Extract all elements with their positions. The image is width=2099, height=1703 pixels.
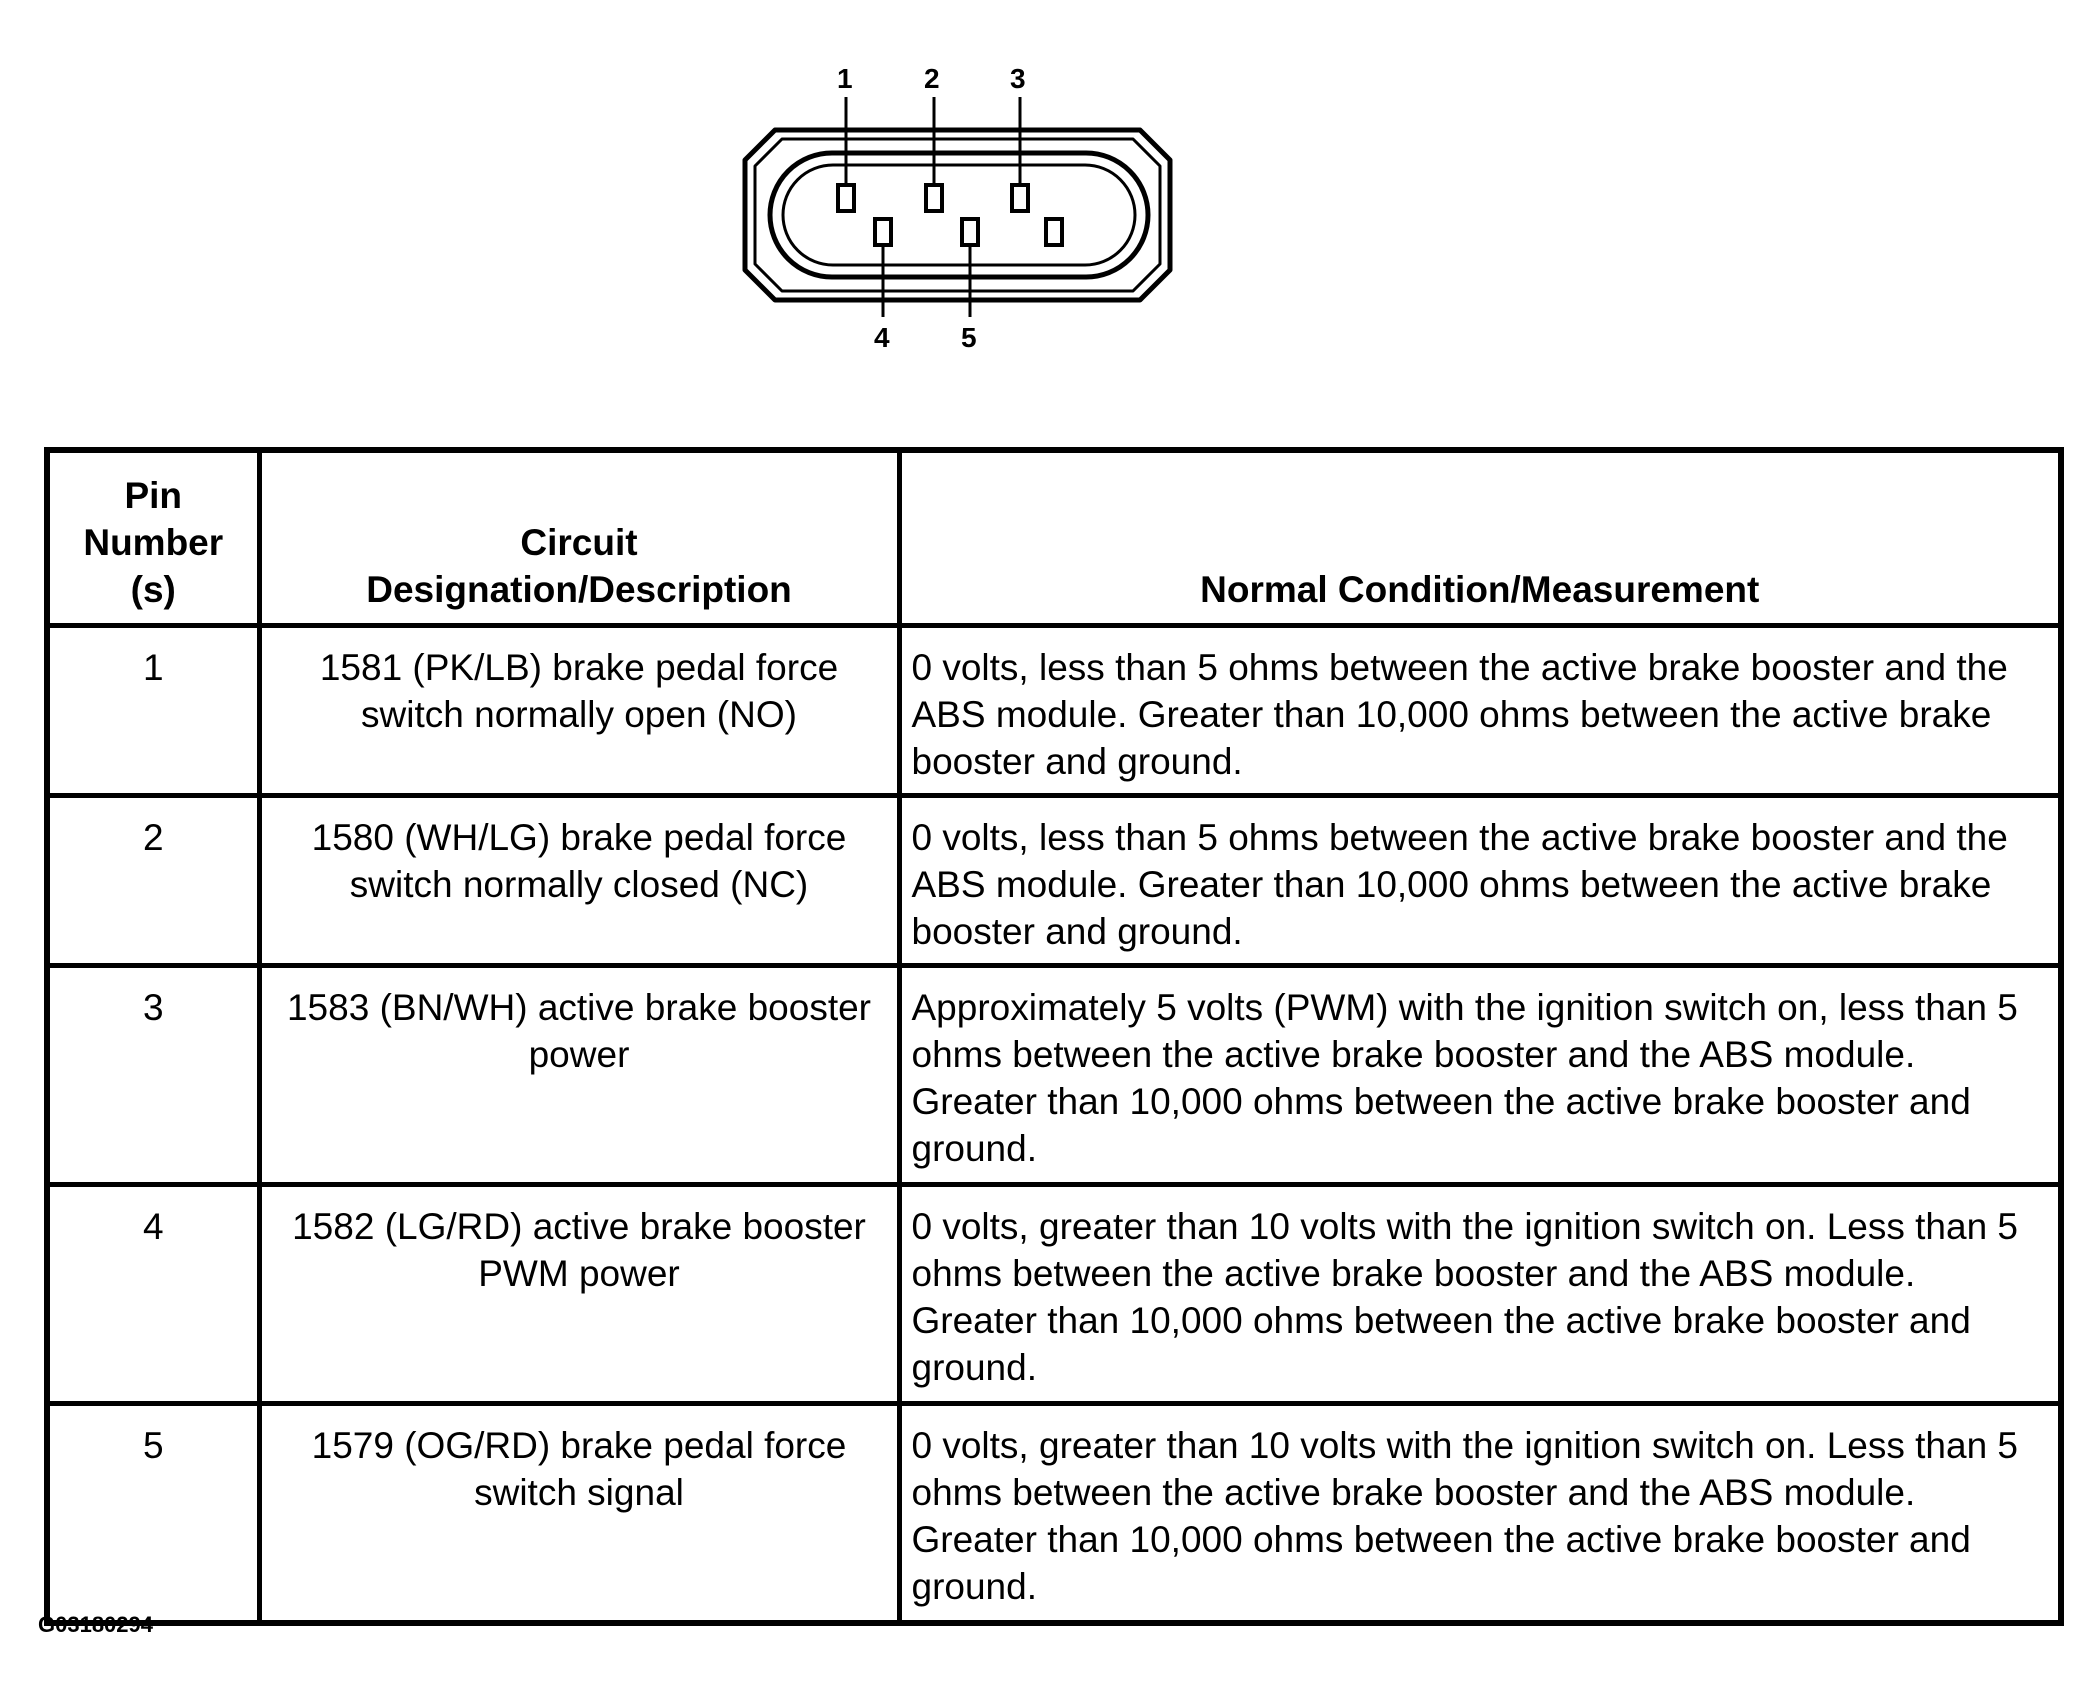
figure-id: G03180294 xyxy=(38,1612,153,1637)
terminal-3 xyxy=(1012,185,1028,211)
header-pin-line: Number xyxy=(83,522,224,563)
circuit-description-cell: 1583 (BN/WH) active brake booster power xyxy=(259,966,899,1185)
pin-table xyxy=(44,447,2064,1626)
header-pin-number xyxy=(47,450,259,626)
connector-socket-outer xyxy=(770,153,1148,277)
pin-number-cell: 5 xyxy=(47,1404,259,1624)
table-row xyxy=(47,1185,2061,1404)
header-circuit-line: Designation/Description xyxy=(366,569,792,610)
header-circuit xyxy=(259,450,899,626)
connector-housing-inner xyxy=(755,139,1160,291)
table-row xyxy=(47,966,2061,1185)
header-circuit-line: Circuit xyxy=(520,522,638,563)
pin-number-cell: 2 xyxy=(47,796,259,966)
pin-number-cell: 3 xyxy=(47,966,259,1185)
terminal-1 xyxy=(838,185,854,211)
measurement-cell: 0 volts, less than 5 ohms between the active brake booster and the ABS module. Greater than 10,000 ohms between the active brake booster and ground. xyxy=(899,796,2061,966)
measurement-cell: 0 volts, greater than 10 volts with the ignition switch on. Less than 5 ohms between the active brake booster and the ABS module. Greater than 10,000 ohms between the active brake booster and ground. xyxy=(899,1185,2061,1404)
pin-label-3: 3 xyxy=(1010,63,1026,94)
table-row xyxy=(47,1404,2061,1624)
circuit-description-cell: 1580 (WH/LG) brake pedal force switch normally closed (NC) xyxy=(259,796,899,966)
pin-number-cell: 1 xyxy=(47,626,259,796)
header-pin-line: Pin xyxy=(124,475,183,516)
measurement-cell: 0 volts, less than 5 ohms between the active brake booster and the ABS module. Greater than 10,000 ohms between the active brake booster and ground. xyxy=(899,626,2061,796)
header-measurement: Normal Condition/Measurement xyxy=(899,450,2061,626)
pin-label-2: 2 xyxy=(924,63,940,94)
circuit-description-cell: 1582 (LG/RD) active brake booster PWM power xyxy=(259,1185,899,1404)
terminal-6 xyxy=(1046,219,1062,245)
measurement-cell: 0 volts, greater than 10 volts with the ignition switch on. Less than 5 ohms between the active brake booster and the ABS module. Greater than 10,000 ohms between the active brake booster and ground. xyxy=(899,1404,2061,1624)
pin-label-1: 1 xyxy=(837,63,853,94)
circuit-description-cell: 1581 (PK/LB) brake pedal force switch normally open (NO) xyxy=(259,626,899,796)
pin-label-4: 4 xyxy=(874,322,890,353)
table-row xyxy=(47,626,2061,796)
pin-number-cell: 4 xyxy=(47,1185,259,1404)
circuit-description-cell: 1579 (OG/RD) brake pedal force switch signal xyxy=(259,1404,899,1624)
table-header-row xyxy=(47,450,2061,626)
terminal-5 xyxy=(962,219,978,245)
connector-diagram xyxy=(700,55,1220,365)
terminal-4 xyxy=(875,219,891,245)
measurement-cell: Approximately 5 volts (PWM) with the ignition switch on, less than 5 ohms between the active brake booster and the ABS module. Greater than 10,000 ohms between the active brake booster and ground. xyxy=(899,966,2061,1185)
terminal-2 xyxy=(926,185,942,211)
pin-label-5: 5 xyxy=(961,322,977,353)
table-row xyxy=(47,796,2061,966)
connector-socket-inner xyxy=(783,165,1135,265)
header-pin-line: (s) xyxy=(130,569,176,610)
